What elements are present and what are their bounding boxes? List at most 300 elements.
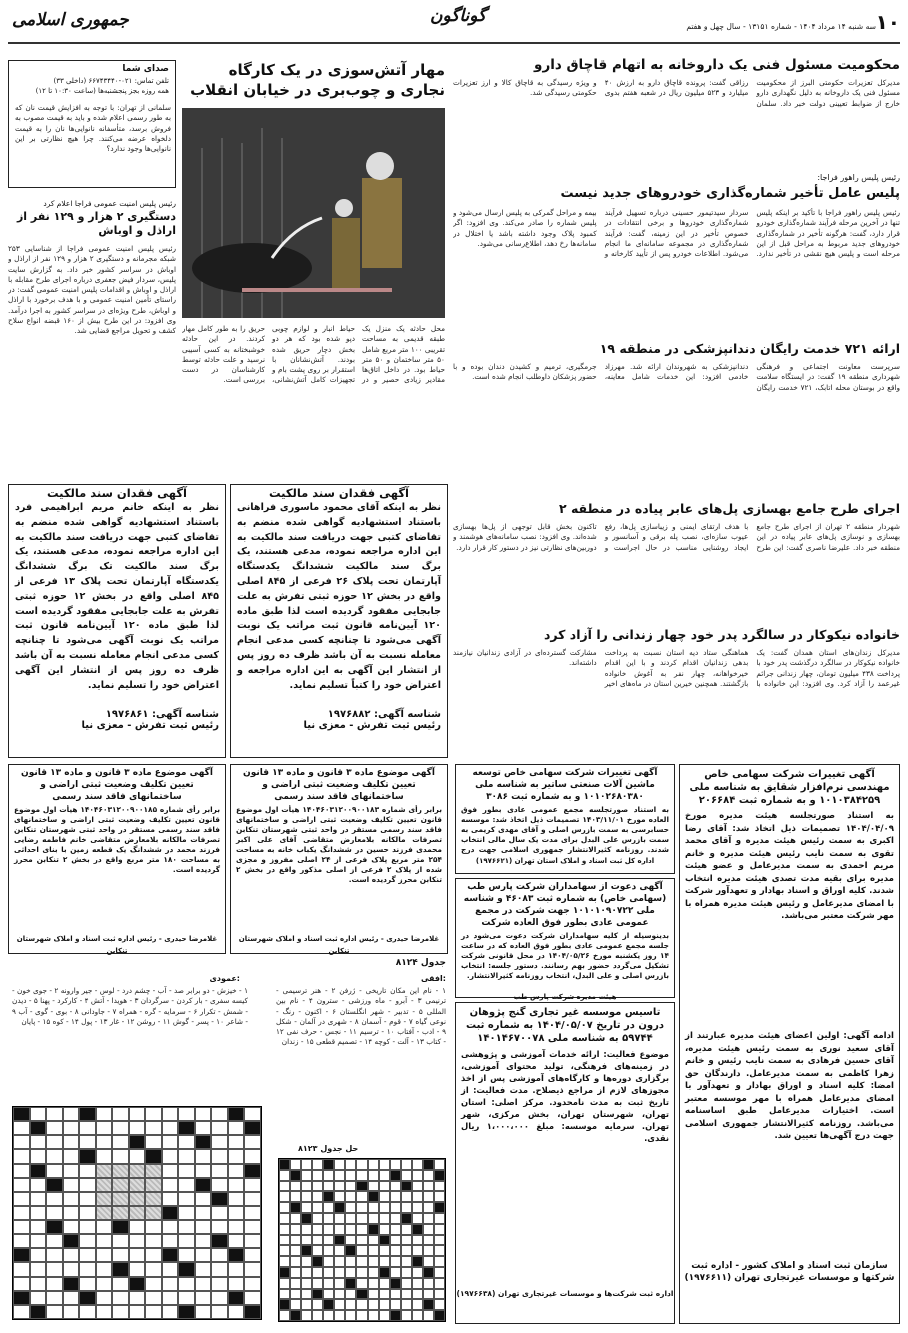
crossword-cell[interactable] xyxy=(46,1192,63,1206)
crossword-cell[interactable] xyxy=(112,1178,129,1192)
crossword-cell[interactable] xyxy=(145,1234,162,1248)
crossword-cell[interactable] xyxy=(96,1121,113,1135)
crossword-cell[interactable] xyxy=(112,1121,129,1135)
crossword-cell[interactable] xyxy=(79,1206,96,1220)
crossword-cell[interactable] xyxy=(112,1192,129,1206)
crossword-cell[interactable] xyxy=(112,1262,129,1276)
crossword-cell[interactable] xyxy=(178,1121,195,1135)
crossword-cell[interactable] xyxy=(162,1248,179,1262)
crossword-cell[interactable] xyxy=(244,1262,261,1276)
crossword-cell[interactable] xyxy=(30,1135,47,1149)
crossword-cell[interactable] xyxy=(244,1277,261,1291)
crossword-cell[interactable] xyxy=(63,1291,80,1305)
crossword-cell xyxy=(368,1213,379,1224)
crossword-cell xyxy=(334,1256,345,1267)
crossword-cell[interactable] xyxy=(211,1178,228,1192)
crossword-cell[interactable] xyxy=(129,1220,146,1234)
crossword-cell[interactable] xyxy=(195,1135,212,1149)
crossword-cell[interactable] xyxy=(13,1164,30,1178)
crossword-cell[interactable] xyxy=(79,1291,96,1305)
crossword-cell[interactable] xyxy=(211,1192,228,1206)
headline-bridges: اجرای طرح جامع بهسازی پل‌های عابر پیاده در منطقه ۲ xyxy=(558,501,900,516)
crossword-cell[interactable] xyxy=(244,1248,261,1262)
crossword-cell[interactable] xyxy=(63,1234,80,1248)
crossword-cell[interactable] xyxy=(228,1149,245,1163)
crossword-cell[interactable] xyxy=(244,1149,261,1163)
crossword-cell xyxy=(312,1170,323,1181)
crossword-cell[interactable] xyxy=(30,1277,47,1291)
crossword-cell[interactable] xyxy=(228,1135,245,1149)
crossword-cell[interactable] xyxy=(228,1220,245,1234)
crossword-cell[interactable] xyxy=(228,1192,245,1206)
crossword-cell[interactable] xyxy=(244,1192,261,1206)
crossword-cell[interactable] xyxy=(178,1220,195,1234)
crossword-cell[interactable] xyxy=(145,1178,162,1192)
crossword-cell[interactable] xyxy=(195,1277,212,1291)
crossword-cell[interactable] xyxy=(79,1121,96,1135)
crossword-cell[interactable] xyxy=(63,1206,80,1220)
crossword-cell xyxy=(301,1245,312,1256)
crossword-cell xyxy=(301,1213,312,1224)
crossword-cell xyxy=(434,1267,445,1278)
ad-lost-deed-2-body: نظر به اینکه خانم مریم ابراهیمی فرد باستناد استشهادیه گواهی شده منضم به تقاضای کتبی جهت دریافت سند مالکیت به این اداره مراجعه نموده، مدعی هستند، یک برگ سند مالکیت تک برگ ششدانگ یکدستگاه آپارتمان تحت پلاک ۱۳ فرعی از ۸۴۵ اصلی واقع در بخش ۱۲ حوزه ثبتی تفرش به علت جابجایی مفقود گردیده است لذا طبق ماده ۱۲۰ آیین‌نامه قانون ثبت مراتب یک نوبت آگهی می‌شود تا چنانچه کسی مدعی انجام معامله نسبت به آن باشد ظرف ده روز پس از انتشار این آگهی اعتراض خود را تسلیم نماید. xyxy=(15,502,220,691)
ad-lost-deed-1-id: شناسه آگهی: ۱۹۷۶۸۸۲ xyxy=(327,709,441,720)
crossword-cell[interactable] xyxy=(129,1121,146,1135)
crossword-cell xyxy=(312,1267,323,1278)
crossword-cell[interactable] xyxy=(145,1135,162,1149)
crossword-cell[interactable] xyxy=(96,1248,113,1262)
crossword-cell[interactable] xyxy=(228,1164,245,1178)
crossword-cell xyxy=(301,1310,312,1321)
crossword-cell xyxy=(323,1170,334,1181)
crossword-cell[interactable] xyxy=(145,1206,162,1220)
crossword-cell[interactable] xyxy=(244,1305,261,1319)
crossword-cell[interactable] xyxy=(228,1277,245,1291)
crossword-cell xyxy=(368,1278,379,1289)
crossword-cell[interactable] xyxy=(79,1107,96,1121)
crossword-cell[interactable] xyxy=(46,1135,63,1149)
crossword-cell[interactable] xyxy=(211,1234,228,1248)
crossword-cell[interactable] xyxy=(244,1107,261,1121)
crossword-cell xyxy=(312,1299,323,1310)
crossword-cell[interactable] xyxy=(79,1164,96,1178)
crossword-cell[interactable] xyxy=(145,1220,162,1234)
crossword-cell xyxy=(434,1278,445,1289)
crossword-cell[interactable] xyxy=(112,1248,129,1262)
crossword-cell[interactable] xyxy=(211,1262,228,1276)
crossword-cell[interactable] xyxy=(63,1149,80,1163)
crossword-cell[interactable] xyxy=(96,1305,113,1319)
crossword-cell xyxy=(279,1202,290,1213)
crossword-cell[interactable] xyxy=(162,1121,179,1135)
crossword-cell[interactable] xyxy=(79,1135,96,1149)
crossword-cell[interactable] xyxy=(145,1291,162,1305)
crossword-cell[interactable] xyxy=(178,1305,195,1319)
crossword-cell[interactable] xyxy=(178,1107,195,1121)
crossword-cell[interactable] xyxy=(13,1248,30,1262)
crossword-cell[interactable] xyxy=(46,1291,63,1305)
crossword-cell[interactable] xyxy=(46,1262,63,1276)
crossword-cell xyxy=(323,1224,334,1235)
crossword-cell[interactable] xyxy=(244,1164,261,1178)
company-ad-pars-teb xyxy=(455,878,675,1001)
ad-land-2-title: آگهی موضوع ماده ۳ قانون و ماده ۱۳ قانون تعیین تکلیف وضعیت ثبتی اراضی و ساختمانهای فاقد سند رسمی xyxy=(21,768,213,802)
crossword-cell[interactable] xyxy=(145,1305,162,1319)
crossword-cell[interactable] xyxy=(211,1220,228,1234)
crossword-cell[interactable] xyxy=(178,1291,195,1305)
crossword-cell[interactable] xyxy=(96,1220,113,1234)
crossword-cell[interactable] xyxy=(112,1107,129,1121)
crossword-cell[interactable] xyxy=(195,1178,212,1192)
crossword-cell[interactable] xyxy=(211,1305,228,1319)
crossword-cell[interactable] xyxy=(63,1178,80,1192)
crossword-cell[interactable] xyxy=(178,1277,195,1291)
crossword-cell[interactable] xyxy=(195,1149,212,1163)
crossword-cell[interactable] xyxy=(30,1178,47,1192)
crossword-cell[interactable] xyxy=(79,1248,96,1262)
crossword-title: جدول ۸۱۲۴ xyxy=(395,958,446,968)
crossword-cell[interactable] xyxy=(112,1291,129,1305)
crossword-cell[interactable] xyxy=(162,1262,179,1276)
crossword-cell[interactable] xyxy=(211,1164,228,1178)
crossword-cell[interactable] xyxy=(63,1262,80,1276)
crossword-cell[interactable] xyxy=(162,1164,179,1178)
crossword-cell[interactable] xyxy=(211,1248,228,1262)
crossword-cell[interactable] xyxy=(30,1206,47,1220)
crossword-cell[interactable] xyxy=(162,1149,179,1163)
crossword-cell[interactable] xyxy=(244,1206,261,1220)
crossword-cell[interactable] xyxy=(162,1135,179,1149)
crossword-cell[interactable] xyxy=(178,1192,195,1206)
crossword-cell xyxy=(356,1202,367,1213)
crossword-cell[interactable] xyxy=(96,1164,113,1178)
crossword-cell xyxy=(379,1191,390,1202)
crossword-cell[interactable] xyxy=(79,1192,96,1206)
crossword-cell[interactable] xyxy=(79,1277,96,1291)
crossword-cell[interactable] xyxy=(228,1206,245,1220)
crossword-cell[interactable] xyxy=(162,1277,179,1291)
crossword-cell[interactable] xyxy=(162,1178,179,1192)
crossword-cell[interactable] xyxy=(96,1135,113,1149)
crossword-cell[interactable] xyxy=(13,1206,30,1220)
crossword-cell[interactable] xyxy=(112,1305,129,1319)
crossword-cell[interactable] xyxy=(112,1234,129,1248)
ad-land-2-sign: غلامرضا حیدری - رئیس اداره ثبت اسناد و املاک شهرستان تنکابن xyxy=(16,935,218,955)
crossword-cell[interactable] xyxy=(96,1178,113,1192)
crossword-cell[interactable] xyxy=(129,1248,146,1262)
crossword-cell[interactable] xyxy=(244,1220,261,1234)
crossword-cell xyxy=(356,1181,367,1192)
crossword-cell[interactable] xyxy=(228,1107,245,1121)
crossword-cell xyxy=(390,1267,401,1278)
crossword-cell[interactable] xyxy=(162,1305,179,1319)
crossword-cell[interactable] xyxy=(129,1234,146,1248)
crossword-cell[interactable] xyxy=(46,1107,63,1121)
crossword-cell[interactable] xyxy=(96,1234,113,1248)
crossword-cell[interactable] xyxy=(211,1107,228,1121)
crossword-cell[interactable] xyxy=(129,1291,146,1305)
crossword-cell xyxy=(434,1235,445,1246)
crossword-cell[interactable] xyxy=(178,1149,195,1163)
crossword-cell[interactable] xyxy=(13,1107,30,1121)
crossword-cell xyxy=(423,1159,434,1170)
crossword-cell[interactable] xyxy=(63,1220,80,1234)
crossword-cell[interactable] xyxy=(162,1192,179,1206)
crossword-cell xyxy=(379,1245,390,1256)
crossword-cell[interactable] xyxy=(63,1305,80,1319)
crossword-cell xyxy=(401,1170,412,1181)
reader-voice-hours: همه روزه بجز پنجشنبه‌ها (ساعت ۱۰:۳۰ تا ۱۲) xyxy=(35,87,169,95)
crossword-cell[interactable] xyxy=(145,1248,162,1262)
crossword-cell[interactable] xyxy=(79,1178,96,1192)
crossword-cell xyxy=(279,1267,290,1278)
crossword-cell xyxy=(401,1181,412,1192)
crossword-cell[interactable] xyxy=(79,1149,96,1163)
crossword-cell[interactable] xyxy=(195,1192,212,1206)
crossword-cell[interactable] xyxy=(96,1192,113,1206)
crossword-cell[interactable] xyxy=(46,1149,63,1163)
crossword-cell xyxy=(290,1278,301,1289)
crossword-cell[interactable] xyxy=(96,1107,113,1121)
crossword-cell[interactable] xyxy=(46,1277,63,1291)
crossword-cell[interactable] xyxy=(162,1206,179,1220)
crossword-cell[interactable] xyxy=(46,1220,63,1234)
crossword-cell[interactable] xyxy=(211,1206,228,1220)
crossword-cell[interactable] xyxy=(195,1291,212,1305)
crossword-cell[interactable] xyxy=(244,1178,261,1192)
crossword-cell[interactable] xyxy=(129,1149,146,1163)
crossword-grid[interactable] xyxy=(12,1106,262,1320)
crossword-cell[interactable] xyxy=(145,1107,162,1121)
crossword-cell[interactable] xyxy=(195,1248,212,1262)
crossword-cell[interactable] xyxy=(178,1206,195,1220)
crossword-cell[interactable] xyxy=(46,1248,63,1262)
crossword-cell[interactable] xyxy=(244,1291,261,1305)
crossword-cell[interactable] xyxy=(30,1164,47,1178)
crossword-cell[interactable] xyxy=(211,1291,228,1305)
crossword-cell[interactable] xyxy=(112,1149,129,1163)
crossword-cell[interactable] xyxy=(30,1107,47,1121)
crossword-cell[interactable] xyxy=(13,1220,30,1234)
crossword-cell xyxy=(334,1245,345,1256)
crossword-cell[interactable] xyxy=(13,1305,30,1319)
crossword-cell xyxy=(434,1289,445,1300)
crossword-cell[interactable] xyxy=(228,1121,245,1135)
crossword-cell[interactable] xyxy=(13,1234,30,1248)
crossword-cell[interactable] xyxy=(63,1192,80,1206)
crossword-cell[interactable] xyxy=(195,1305,212,1319)
crossword-cell[interactable] xyxy=(63,1248,80,1262)
crossword-cell[interactable] xyxy=(228,1248,245,1262)
crossword-cell[interactable] xyxy=(13,1135,30,1149)
crossword-cell[interactable] xyxy=(129,1192,146,1206)
crossword-cell[interactable] xyxy=(13,1149,30,1163)
crossword-cell[interactable] xyxy=(145,1192,162,1206)
crossword-cell[interactable] xyxy=(129,1277,146,1291)
crossword-cell[interactable] xyxy=(46,1206,63,1220)
crossword-cell[interactable] xyxy=(46,1121,63,1135)
crossword-cell[interactable] xyxy=(195,1206,212,1220)
fire-photo xyxy=(182,108,445,318)
crossword-cell[interactable] xyxy=(145,1277,162,1291)
crossword-cell[interactable] xyxy=(145,1262,162,1276)
crossword-cell[interactable] xyxy=(30,1220,47,1234)
crossword-cell[interactable] xyxy=(112,1164,129,1178)
crossword-cell[interactable] xyxy=(13,1178,30,1192)
crossword-cell[interactable] xyxy=(145,1121,162,1135)
crossword-cell xyxy=(345,1159,356,1170)
crossword-cell xyxy=(434,1159,445,1170)
crossword-cell xyxy=(356,1299,367,1310)
crossword-cell[interactable] xyxy=(63,1164,80,1178)
crossword-cell[interactable] xyxy=(46,1305,63,1319)
crossword-cell[interactable] xyxy=(30,1192,47,1206)
crossword-cell[interactable] xyxy=(79,1262,96,1276)
crossword-cell[interactable] xyxy=(96,1262,113,1276)
crossword-cell[interactable] xyxy=(129,1262,146,1276)
crossword-cell[interactable] xyxy=(228,1178,245,1192)
crossword-cell[interactable] xyxy=(13,1291,30,1305)
crossword-cell[interactable] xyxy=(112,1135,129,1149)
crossword-cell[interactable] xyxy=(129,1178,146,1192)
crossword-cell[interactable] xyxy=(228,1262,245,1276)
crossword-cell[interactable] xyxy=(46,1178,63,1192)
crossword-cell[interactable] xyxy=(129,1206,146,1220)
crossword-cell xyxy=(401,1159,412,1170)
crossword-cell[interactable] xyxy=(13,1192,30,1206)
crossword-cell[interactable] xyxy=(46,1164,63,1178)
crossword-cell[interactable] xyxy=(195,1107,212,1121)
crossword-cell[interactable] xyxy=(162,1220,179,1234)
crossword-cell[interactable] xyxy=(195,1220,212,1234)
crossword-cell[interactable] xyxy=(30,1291,47,1305)
crossword-cell[interactable] xyxy=(211,1121,228,1135)
crossword-cell[interactable] xyxy=(96,1206,113,1220)
crossword-cell[interactable] xyxy=(112,1220,129,1234)
crossword-cell[interactable] xyxy=(129,1164,146,1178)
company-ad-pars-teb-body: بدینوسیله از کلیه سهامداران شرکت دعوت می‌شود در جلسه مجمع عمومی عادی بطور فوق العاده که در ساعت ۱۴ روز یکشنبه مورخ ۱۴۰۴/۰۵/۲۶ در محل قانونی شرکت تشکیل می‌گردد حضور بهم رسانند. دستور جلسه: انتخاب بازرس اصلی و علی البدل، انتخاب روزنامه کثیرالانتشار. xyxy=(461,931,669,980)
crossword-cell[interactable] xyxy=(63,1121,80,1135)
crossword-cell[interactable] xyxy=(30,1149,47,1163)
ad-land-1 xyxy=(230,764,448,954)
crossword-cell[interactable] xyxy=(178,1248,195,1262)
crossword-cell xyxy=(356,1278,367,1289)
crossword-cell[interactable] xyxy=(228,1234,245,1248)
crossword-cell xyxy=(290,1191,301,1202)
crossword-cell[interactable] xyxy=(162,1107,179,1121)
crossword-cell xyxy=(379,1159,390,1170)
crossword-cell xyxy=(401,1278,412,1289)
crossword-cell[interactable] xyxy=(112,1277,129,1291)
crossword-cell[interactable] xyxy=(63,1277,80,1291)
crossword-cell[interactable] xyxy=(129,1135,146,1149)
crossword-cell[interactable] xyxy=(211,1277,228,1291)
crossword-cell[interactable] xyxy=(13,1262,30,1276)
crossword-cell[interactable] xyxy=(178,1262,195,1276)
crossword-cell[interactable] xyxy=(244,1135,261,1149)
crossword-cell xyxy=(290,1299,301,1310)
crossword-cell[interactable] xyxy=(13,1121,30,1135)
crossword-cell xyxy=(401,1235,412,1246)
crossword-cell[interactable] xyxy=(145,1149,162,1163)
crossword-cell xyxy=(290,1224,301,1235)
crossword-cell[interactable] xyxy=(178,1164,195,1178)
crossword-cell[interactable] xyxy=(96,1277,113,1291)
crossword-cell[interactable] xyxy=(228,1291,245,1305)
crossword-cell[interactable] xyxy=(211,1135,228,1149)
crossword-cell[interactable] xyxy=(63,1135,80,1149)
crossword-cell[interactable] xyxy=(79,1220,96,1234)
ad-lost-deed-1-title: آگهی فقدان سند مالکیت xyxy=(268,486,410,500)
firefighters-image xyxy=(182,108,445,318)
ad-land-2 xyxy=(8,764,226,954)
crossword-cell xyxy=(345,1213,356,1224)
crossword-cell xyxy=(301,1191,312,1202)
crossword-cell xyxy=(434,1256,445,1267)
crossword-cell xyxy=(368,1159,379,1170)
crossword-cell xyxy=(401,1267,412,1278)
crossword-cell xyxy=(379,1299,390,1310)
crossword-cell xyxy=(412,1289,423,1300)
crossword-cell[interactable] xyxy=(30,1262,47,1276)
crossword-cell[interactable] xyxy=(162,1291,179,1305)
crossword-cell[interactable] xyxy=(244,1121,261,1135)
crossword-cell[interactable] xyxy=(178,1135,195,1149)
crossword-cell[interactable] xyxy=(244,1234,261,1248)
crossword-cell[interactable] xyxy=(79,1305,96,1319)
crossword-cell[interactable] xyxy=(162,1234,179,1248)
crossword-cell[interactable] xyxy=(195,1262,212,1276)
crossword-cell[interactable] xyxy=(30,1305,47,1319)
crossword-cell xyxy=(279,1181,290,1192)
crossword-cell[interactable] xyxy=(63,1107,80,1121)
crossword-cell xyxy=(312,1181,323,1192)
crossword-cell[interactable] xyxy=(30,1121,47,1135)
crossword-cell[interactable] xyxy=(178,1178,195,1192)
crossword-cell xyxy=(356,1235,367,1246)
crossword-cell[interactable] xyxy=(195,1121,212,1135)
crossword-cell xyxy=(423,1289,434,1300)
crossword-cell[interactable] xyxy=(46,1234,63,1248)
crossword-cell[interactable] xyxy=(96,1291,113,1305)
crossword-cell[interactable] xyxy=(96,1149,113,1163)
crossword-cell[interactable] xyxy=(195,1164,212,1178)
crossword-cell[interactable] xyxy=(112,1206,129,1220)
crossword-cell[interactable] xyxy=(129,1107,146,1121)
crossword-cell xyxy=(334,1278,345,1289)
reader-voice-phone: تلفن تماس: ۰۲۱-۶۶۷۴۳۴۴۰ (داخلی ۳۳) xyxy=(53,77,169,85)
crossword-cell xyxy=(345,1278,356,1289)
fire-article xyxy=(182,60,445,480)
article-plate-delay: رئیس پلیس راهور فراجا با تأکید بر اینکه پلیس تنها در آخرین مرحله فرآیند شماره‌گذاری خودرو قرار دارد، گفت: هرگونه تأخیر در شماره‌گذاری خودروهای جدید مربوط به مراحل قبل از این مرحله است و پلیس هیچ نقشی در تأخیر ندارد. سردار سیدتیمور حسینی درباره تسهیل فرآیند شماره‌گذاری خودروها و برخی انتقادات در خصوص تأخیر در این زمینه، گفت: فرآیند شماره‌گذاری در مجموعه سامانه‌ای ما انجام می‌شود. اطلاعات خودرو پس از تأیید کارخانه و بیمه و مراحل گمرکی به پلیس ارسال می‌شود و پلیس شماره را صادر می‌کند. وی افزود: اگر کمبود پلاک وجود داشته باشد یا اختلال در سامانه‌ها رخ دهد، اطلاع‌رسانی می‌شود. xyxy=(453,208,900,259)
crossword-cell[interactable] xyxy=(178,1234,195,1248)
crossword-cell[interactable] xyxy=(211,1149,228,1163)
crossword-cell[interactable] xyxy=(195,1234,212,1248)
crossword-cell[interactable] xyxy=(30,1234,47,1248)
crossword-cell[interactable] xyxy=(145,1164,162,1178)
crossword-cell xyxy=(412,1191,423,1202)
crossword-cell xyxy=(279,1256,290,1267)
crossword-cell[interactable] xyxy=(13,1277,30,1291)
crossword-cell[interactable] xyxy=(129,1305,146,1319)
crossword-cell xyxy=(345,1224,356,1235)
crossword-solution-grid xyxy=(278,1158,446,1322)
crossword-cell xyxy=(290,1235,301,1246)
crossword-cell[interactable] xyxy=(228,1305,245,1319)
crossword-cell[interactable] xyxy=(79,1234,96,1248)
crossword-cell xyxy=(434,1299,445,1310)
crossword-cell[interactable] xyxy=(30,1248,47,1262)
